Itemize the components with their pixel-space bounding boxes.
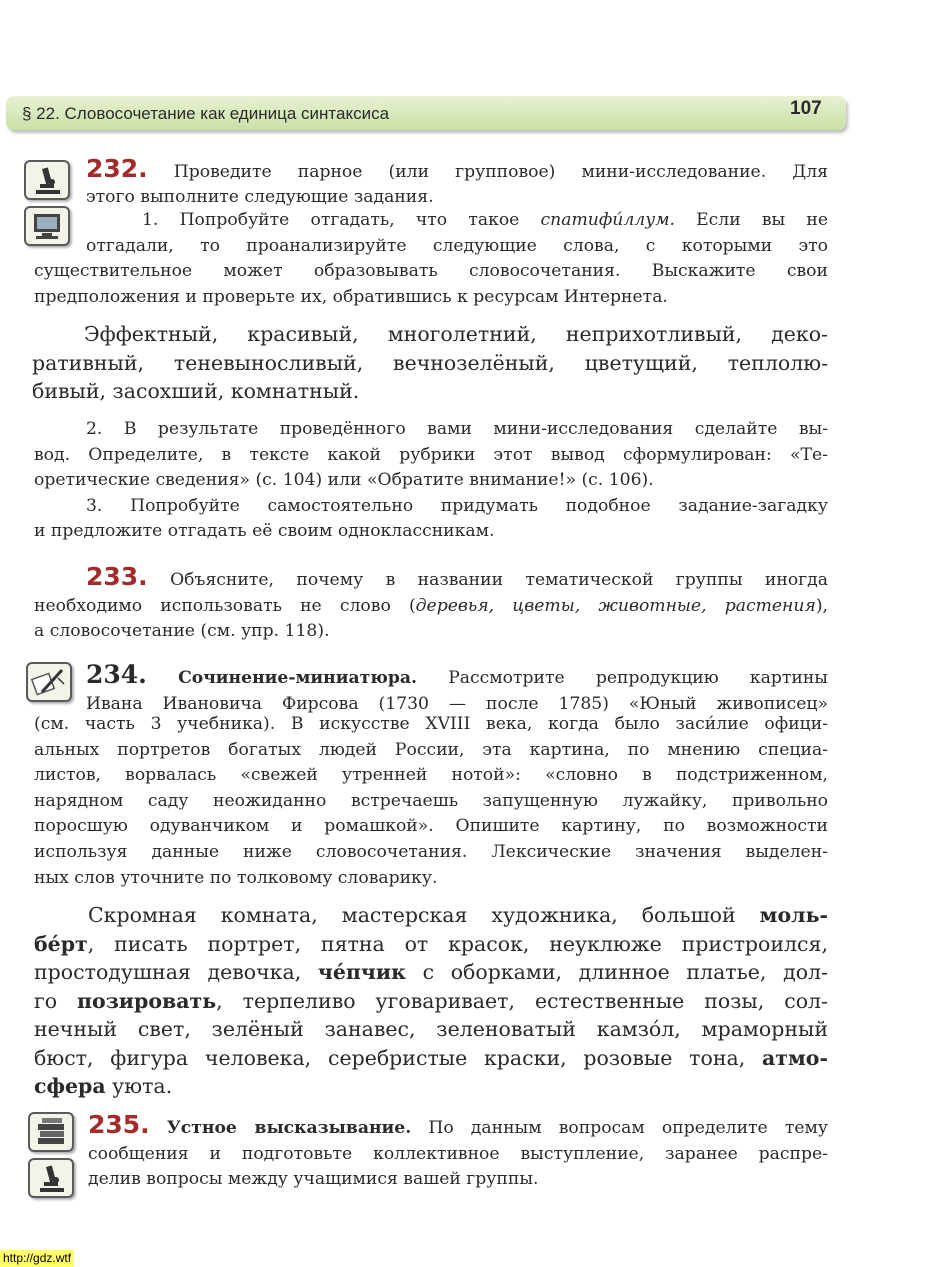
bold-word: че́пчик [317,960,406,984]
exercise-title: Сочинение-миниатюра. [178,668,418,688]
text-line: простодушная девочка, [34,960,302,984]
exercise-234-word-list [34,901,828,1101]
text-line: а словосочетание (см. упр. 118). [34,621,330,642]
text-line: Проведите парное (или групповое) мини-исследование. Для [173,162,828,182]
text-line: оретические сведения» (с. 104) или «Обратите внимание!» (с. 106). [34,470,654,491]
exercise-title: Устное высказывание. [166,1118,412,1138]
section-title: § 22. Словосочетание как единица синтаксиса [22,104,390,123]
text-line: уюта. [112,1074,173,1098]
text-line: отгадали, то проанализируйте следующие слова, с которыми это [86,235,828,256]
text-line: сообщения и подготовьте коллективное выступление, заранее распре- [88,1143,828,1164]
text-line: используя данные ниже словосочетания. Лексические значения выделен- [34,841,828,862]
exercise-number: 234. [86,660,147,689]
text-line: поросшую одуванчиком и ромашкой». Опишите картину, по возможности [34,816,828,837]
text-line: Скромная комната, мастерская художника, большой [88,903,736,927]
text-line: ративный, теневыносливый, вечнозелёный, цветущий, теплолю- [32,350,828,375]
exercise-232-word-list [32,320,828,406]
text-line: ных слов уточните по толковому словарику. [34,867,438,888]
text-line: делив вопросы между учащимися вашей группы. [88,1169,539,1190]
text-line: бюст, фигура человека, серебристые краски, розовые тона, [34,1045,746,1070]
text-line: листов, ворвалась «свежей утренней нотой»: «словно в подстриженном, [34,765,828,786]
exercise-233 [34,564,828,645]
text-line: альных портретов богатых людей России, эта картина, по мнению специа- [34,739,828,760]
exercise-number: 232. [86,154,148,183]
bold-word: сфера [34,1074,106,1098]
text-line: По данным вопросам определите тему [428,1118,828,1138]
exercise-232-task-1-cont [34,259,828,310]
exercise-232-intro [86,156,828,186]
text-line: нарядном саду неожиданно встречаешь запущенную лужайку, привольно [34,790,828,811]
exercise-232-intro-2 [86,185,828,211]
text-line: Ивана Ивановича Фирсова (1730 — после 1785) «Юный живописец» [86,693,828,714]
exercise-235 [88,1112,828,1193]
text-line: го [34,988,58,1013]
text-line: ), [815,595,828,616]
exercise-232-task-1 [86,208,828,259]
exercise-234-body [34,712,828,891]
books-icon [28,1112,74,1152]
text-line: предположения и проверьте их, обратившись к ресурсам Интернета. [34,286,668,307]
text-line: вод. Определите, в тексте какой рубрики этот вывод сформулирован: «Те- [34,444,828,465]
text-line: 2. В результате проведённого вами мини-исследования сделайте вы- [86,419,828,439]
source-link[interactable]: http://gdz.wtf [0,1250,74,1267]
term-word: спатифи́ллум. [540,210,675,230]
text-line: необходимо использовать не слово ( [34,595,416,616]
bold-word: атмо- [762,1045,828,1070]
text-line: бивый, засохший, комнатный. [32,379,360,403]
pen-icon [26,662,72,702]
bold-word: моль- [759,903,828,927]
text-line: с оборками, длинное платье, дол- [422,960,828,984]
text-line: 1. Попробуйте отгадать, что такое [142,210,520,230]
text-line: существительное может образовывать словосочетания. Выскажите свои [34,261,828,281]
text-line: 3. Попробуйте самостоятельно придумать подобное задание-загадку [86,495,828,516]
text-line: Если вы не [696,210,829,230]
text-line: , терпеливо уговаривает, естественные позы, сол- [216,988,828,1013]
page-number: 107 [790,98,822,119]
text-line: , писать портрет, пятна от красок, неуклюже пристроился, [87,931,828,956]
text-line: (см. часть 3 учебника). В искусстве XVIII века, когда было заси́лие офици- [34,714,828,734]
exercise-number: 235. [88,1110,150,1139]
exercise-number: 233. [86,562,148,591]
exercise-232-task-2 [34,417,828,545]
computer-icon [24,206,70,246]
text-line: Эффектный, красивый, многолетний, неприхотливый, деко- [84,322,828,346]
text-line: этого выполните следующие задания. [86,187,434,207]
microscope-icon [28,1158,74,1198]
bold-word: позировать [77,988,217,1013]
exercise-234-head [86,662,828,717]
text-line: Объясните, почему в названии тематической группы иногда [170,570,829,590]
text-line: Рассмотрите репродукцию картины [448,668,828,688]
bold-word: бе́рт [34,931,88,956]
italic-examples: деревья, цветы, животные, растения [415,595,816,616]
text-line: нечный свет, зелёный занавес, зеленоватый камзо́л, мраморный [34,1017,828,1041]
text-line: и предложите отгадать её своим одноклассникам. [34,521,495,542]
microscope-icon [24,160,70,200]
